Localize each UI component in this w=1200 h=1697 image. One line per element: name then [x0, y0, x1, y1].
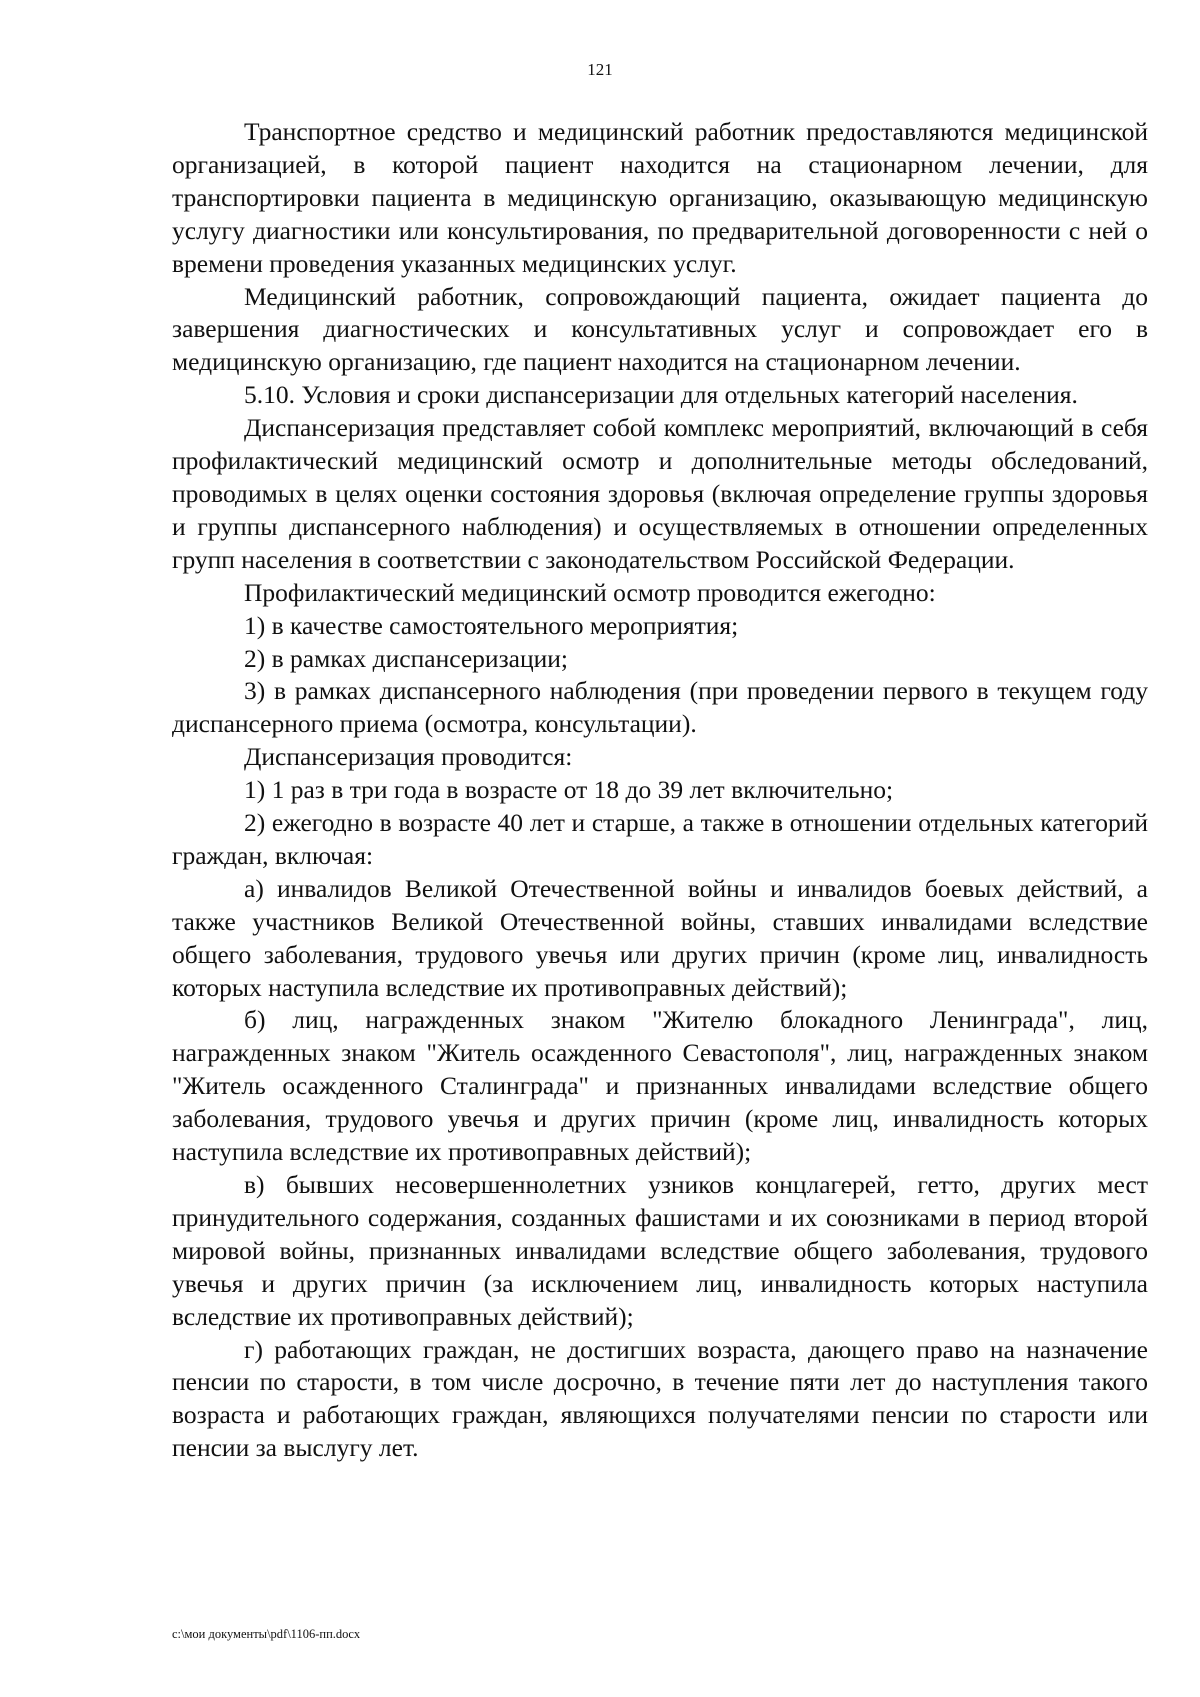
- paragraph: Диспансеризация проводится:: [244, 742, 573, 772]
- paragraph: Диспансеризация представляет собой комплекс мероприятий, включающий в себя профилактический медицинский осмотр и дополнительные методы обследований, проводимых в целях оценки состояния здоровья (включая определение группы здоровья и группы диспансерного наблюдения) и осуществляемых в отношении определенных групп населения в соответствии с законодательством Российской Федерации.: [172, 413, 1148, 574]
- list-item: 1) 1 раз в три года в возрасте от 18 до 39 лет включительно;: [244, 775, 894, 805]
- list-item: 2) ежегодно в возрасте 40 лет и старше, а также в отношении отдельных категорий граждан, включая:: [172, 808, 1148, 870]
- paragraph: Профилактический медицинский осмотр проводится ежегодно:: [244, 577, 936, 607]
- page-number: 121: [587, 60, 613, 79]
- sub-list-item: в) бывших несовершеннолетних узников концлагерей, гетто, других мест принудительного содержания, созданных фашистами и их союзниками в период второй мировой войны, признанных инвалидами вследствие общего заболевания, трудового увечья и других причин (за исключением лиц, инвалидность которых наступила вследствие их противоправных действий);: [172, 1170, 1148, 1331]
- paragraph: Медицинский работник, сопровождающий пациента, ожидает пациента до завершения диагностических и консультативных услуг и сопровождает его в медицинскую организацию, где пациент находится на стационарном лечении.: [172, 281, 1148, 377]
- list-item: 1) в качестве самостоятельного мероприятия;: [244, 610, 739, 640]
- document-body: [172, 116, 1148, 1465]
- list-item: 2) в рамках диспансеризации;: [244, 643, 568, 673]
- sub-list-item: г) работающих граждан, не достигших возраста, дающего право на назначение пенсии по старости, в том числе досрочно, в течение пяти лет до наступления такого возраста и работающих граждан, являющихся получателями пенсии по старости или пенсии за выслугу лет.: [172, 1334, 1148, 1463]
- paragraph: Транспортное средство и медицинский работник предоставляются медицинской организацией, в которой пациент находится на стационарном лечении, для транспортировки пациента в медицинскую организацию, оказывающую медицинскую услугу диагностики или консультирования, по предварительной договоренности с ней о времени проведения указанных медицинских услуг.: [172, 117, 1148, 278]
- footer-file-path: c:\мои документы\pdf\1106-пп.docx: [172, 1627, 361, 1641]
- sub-list-item: а) инвалидов Великой Отечественной войны и инвалидов боевых действий, а также участников Великой Отечественной войны, ставших инвалидами вследствие общего заболевания, трудового увечья или других причин (кроме лиц, инвалидность которых наступила вследствие их противоправных действий);: [172, 873, 1148, 1002]
- list-item: 3) в рамках диспансерного наблюдения (при проведении первого в текущем году диспансерного приема (осмотра, консультации).: [172, 676, 1148, 739]
- section-heading: 5.10. Условия и сроки диспансеризации для отдельных категорий населения.: [244, 380, 1078, 410]
- sub-list-item: б) лиц, награжденных знаком "Жителю блокадного Ленинграда", лиц, награжденных знаком "Житель осажденного Севастополя", лиц, награжденных знаком "Житель осажденного Сталинграда" и признанных инвалидами вследствие общего заболевания, трудового увечья и других причин (кроме лиц, инвалидность которых наступила вследствие их противоправных действий);: [172, 1005, 1148, 1167]
